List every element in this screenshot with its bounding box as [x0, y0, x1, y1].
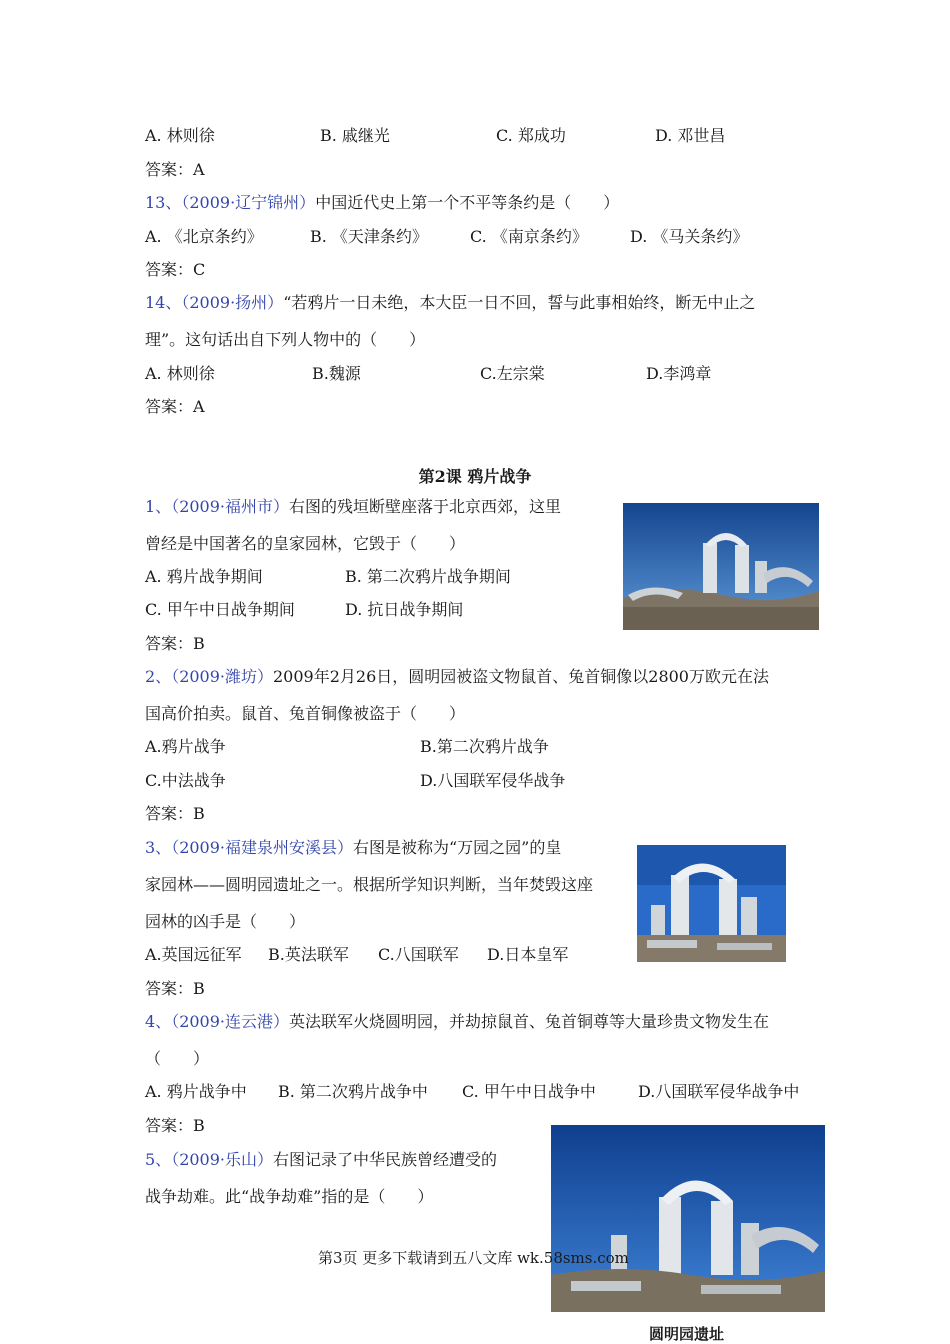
- q2-option-b: B.第二次鸦片战争: [420, 737, 549, 756]
- q12-option-d: D. 邓世昌: [655, 126, 726, 145]
- q13-option-c: C. 《南京条约》: [470, 227, 588, 246]
- q13-stem: [145, 193, 619, 213]
- ruins-photo-2: [637, 845, 786, 962]
- q4-option-a: A. 鸦片战争中: [145, 1082, 247, 1101]
- q3-option-d: D.日本皇军: [487, 945, 569, 964]
- q1-option-a: A. 鸦片战争期间: [145, 567, 263, 586]
- q13-option-b: B. 《天津条约》: [310, 227, 428, 246]
- q5-source: （2009·乐山）: [171, 1150, 273, 1169]
- q1-option-d: D. 抗日战争期间: [345, 600, 464, 619]
- q3-text2: 家园林——圆明园遗址之一。根据所学知识判断，当年焚毁这座: [145, 875, 594, 894]
- q1-answer: 答案：B: [145, 634, 205, 653]
- photo-caption: 圆明园遗址: [649, 1325, 725, 1343]
- q1-option-c: C. 甲午中日战争期间: [145, 600, 295, 619]
- q4-text1: 英法联军火烧圆明园，并劫掠鼠首、兔首铜尊等大量珍贵文物发生在: [289, 1012, 770, 1031]
- q12-answer: 答案：A: [145, 160, 205, 179]
- q14-option-c: C.左宗棠: [480, 364, 545, 383]
- ruins-photo-3: [551, 1125, 825, 1312]
- q1-text2: 曾经是中国著名的皇家园林，它毁于（ ）: [145, 534, 466, 553]
- q14-text2: 理”。这句话出自下列人物中的（ ）: [145, 330, 426, 349]
- q4-stem-line1: [145, 1012, 769, 1032]
- q3-text3: 园林的凶手是（ ）: [145, 912, 306, 931]
- q13-answer: 答案：C: [145, 260, 206, 279]
- q1-text1: 右图的残垣断壁座落于北京西郊，这里: [289, 497, 562, 516]
- q3-number: 3、: [145, 838, 172, 857]
- q3-option-a: A.英国远征军: [145, 945, 242, 964]
- q4-option-c: C. 甲午中日战争中: [462, 1082, 596, 1101]
- page-footer: 第3页 更多下载请到五八文库 wk.58sms.com: [318, 1249, 629, 1267]
- q2-text1: 2009年2月26日，圆明园被盗文物鼠首、兔首铜像以2800万欧元在法: [273, 667, 769, 686]
- q3-option-b: B.英法联军: [268, 945, 349, 964]
- q5-stem-line1: [145, 1150, 497, 1170]
- q1-stem-line1: [145, 497, 561, 517]
- q4-source: （2009·连云港）: [171, 1012, 289, 1031]
- q12-option-a: A. 林则徐: [145, 126, 215, 145]
- q4-option-d: D.八国联军侵华战争中: [638, 1082, 800, 1101]
- q1-number: 1、: [145, 497, 172, 516]
- q4-answer: 答案：B: [145, 1116, 205, 1135]
- q14-answer: 答案：A: [145, 397, 205, 416]
- q3-answer: 答案：B: [145, 979, 205, 998]
- q4-option-b: B. 第二次鸦片战争中: [278, 1082, 428, 1101]
- q1-source: （2009·福州市）: [171, 497, 289, 516]
- q14-option-a: A. 林则徐: [145, 364, 215, 383]
- q2-option-d: D.八国联军侵华战争: [420, 771, 566, 790]
- q14-option-b: B.魏源: [312, 364, 361, 383]
- q2-option-a: A.鸦片战争: [145, 737, 226, 756]
- q14-stem-line1: [145, 293, 755, 313]
- q2-answer: 答案：B: [145, 804, 205, 823]
- q14-number: 14、: [145, 293, 182, 312]
- q13-option-d: D. 《马关条约》: [630, 227, 749, 246]
- q14-option-d: D.李鸿章: [646, 364, 712, 383]
- q13-source: （2009·辽宁锦州）: [181, 193, 316, 212]
- q2-option-c: C.中法战争: [145, 771, 226, 790]
- q14-source: （2009·扬州）: [181, 293, 284, 312]
- q4-text2: （ ）: [145, 1049, 210, 1068]
- q13-option-a: A. 《北京条约》: [145, 227, 263, 246]
- q3-option-c: C.八国联军: [378, 945, 459, 964]
- q13-text: 中国近代史上第一个不平等条约是（ ）: [315, 193, 620, 212]
- section-title: 第2课 鸦片战争: [418, 467, 532, 486]
- q14-text1: “若鸦片一日未绝，本大臣一日不回，誓与此事相始终，断无中止之: [283, 293, 756, 312]
- q2-number: 2、: [145, 667, 172, 686]
- q5-text1: 右图记录了中华民族曾经遭受的: [273, 1150, 498, 1169]
- q13-number: 13、: [145, 193, 182, 212]
- q3-source: （2009·福建泉州安溪县）: [171, 838, 353, 857]
- ruins-photo-1: [623, 503, 819, 630]
- q12-option-b: B. 戚继光: [320, 126, 390, 145]
- q1-option-b: B. 第二次鸦片战争期间: [345, 567, 511, 586]
- q2-source: （2009·潍坊）: [171, 667, 273, 686]
- q4-number: 4、: [145, 1012, 172, 1031]
- q12-option-c: C. 郑成功: [496, 126, 566, 145]
- q5-text2: 战争劫难。此“战争劫难”指的是（ ）: [145, 1187, 434, 1206]
- q3-text1: 右图是被称为“万园之园”的皇: [353, 838, 562, 857]
- q2-text2: 国高价拍卖。鼠首、兔首铜像被盗于（ ）: [145, 704, 466, 723]
- q5-number: 5、: [145, 1150, 172, 1169]
- q3-stem-line1: [145, 838, 561, 858]
- q2-stem-line1: [145, 667, 769, 687]
